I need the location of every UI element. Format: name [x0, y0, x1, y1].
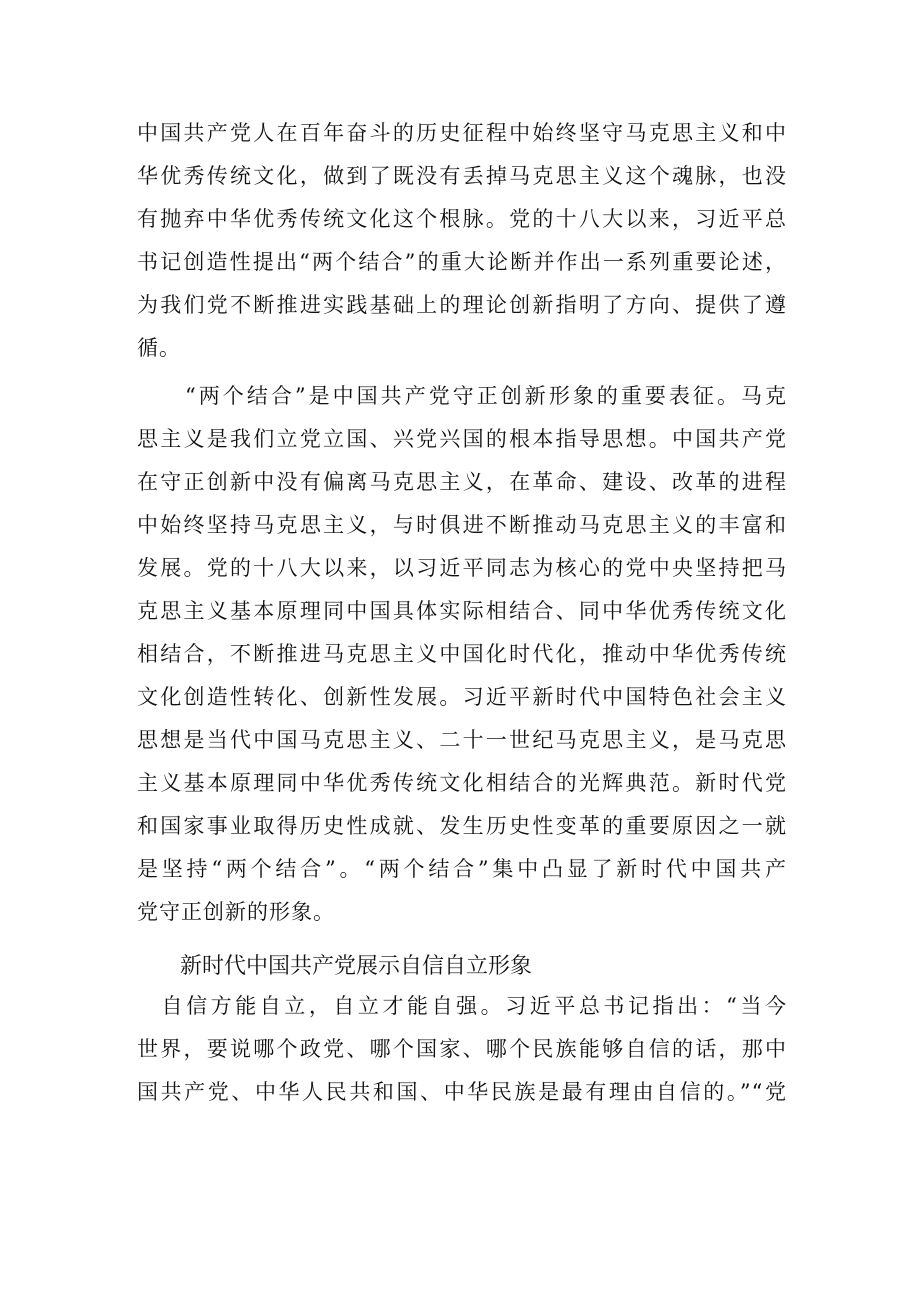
text-line: 在守正创新中没有偏离马克思主义，在革命、建设、改革的进程	[137, 470, 787, 494]
text-line: 有抛弃中华优秀传统文化这个根脉。党的十八大以来，习近平总	[137, 207, 787, 231]
text-line: 文化创造性转化、创新性发展。习近平新时代中国特色社会主义	[137, 685, 787, 709]
text-line: 循。	[137, 336, 181, 360]
text-line: 国共产党、中华人民共和国、中华民族是最有理由自信的。”“党	[137, 1080, 787, 1104]
text-line: 党守正创新的形象。	[137, 900, 335, 924]
section-heading: 新时代中国共产党展示自信自立形象	[180, 954, 533, 979]
text-line: 思想是当代中国马克思主义、二十一世纪马克思主义，是马克思	[137, 728, 787, 752]
text-line: “两个结合”是中国共产党守正创新形象的重要表征。马克	[137, 384, 787, 408]
text-line: 书记创造性提出“两个结合”的重大论断并作出一系列重要论述，	[137, 250, 787, 274]
text-line: 是坚持“两个结合”。“两个结合”集中凸显了新时代中国共产	[137, 857, 787, 881]
text-line: 为我们党不断推进实践基础上的理论创新指明了方向、提供了遵	[137, 293, 787, 317]
text-line: 华优秀传统文化，做到了既没有丢掉马克思主义这个魂脉，也没	[137, 164, 787, 188]
paragraph-1	[137, 112, 787, 370]
text-line: 发展。党的十八大以来，以习近平同志为核心的党中央坚持把马	[137, 556, 787, 580]
text-line: 中始终坚持马克思主义，与时俱进不断推动马克思主义的丰富和	[137, 513, 787, 537]
text-line: 相结合，不断推进马克思主义中国化时代化，推动中华优秀传统	[137, 642, 787, 666]
text-line: 思主义是我们立党立国、兴党兴国的根本指导思想。中国共产党	[137, 427, 787, 451]
paragraph-2	[137, 375, 787, 934]
text-line: 中国共产党人在百年奋斗的历史征程中始终坚守马克思主义和中	[137, 121, 787, 145]
text-line: 自信方能自立，自立才能自强。习近平总书记指出：“当今	[137, 994, 787, 1018]
text-line: 克思主义基本原理同中国具体实际相结合、同中华优秀传统文化	[137, 599, 787, 623]
text-line: 和国家事业取得历史性成就、发生历史性变革的重要原因之一就	[137, 814, 787, 838]
paragraph-3	[137, 985, 787, 1114]
text-line: 世界，要说哪个政党、哪个国家、哪个民族能够自信的话，那中	[137, 1037, 787, 1061]
text-line: 主义基本原理同中华优秀传统文化相结合的光辉典范。新时代党	[137, 771, 787, 795]
